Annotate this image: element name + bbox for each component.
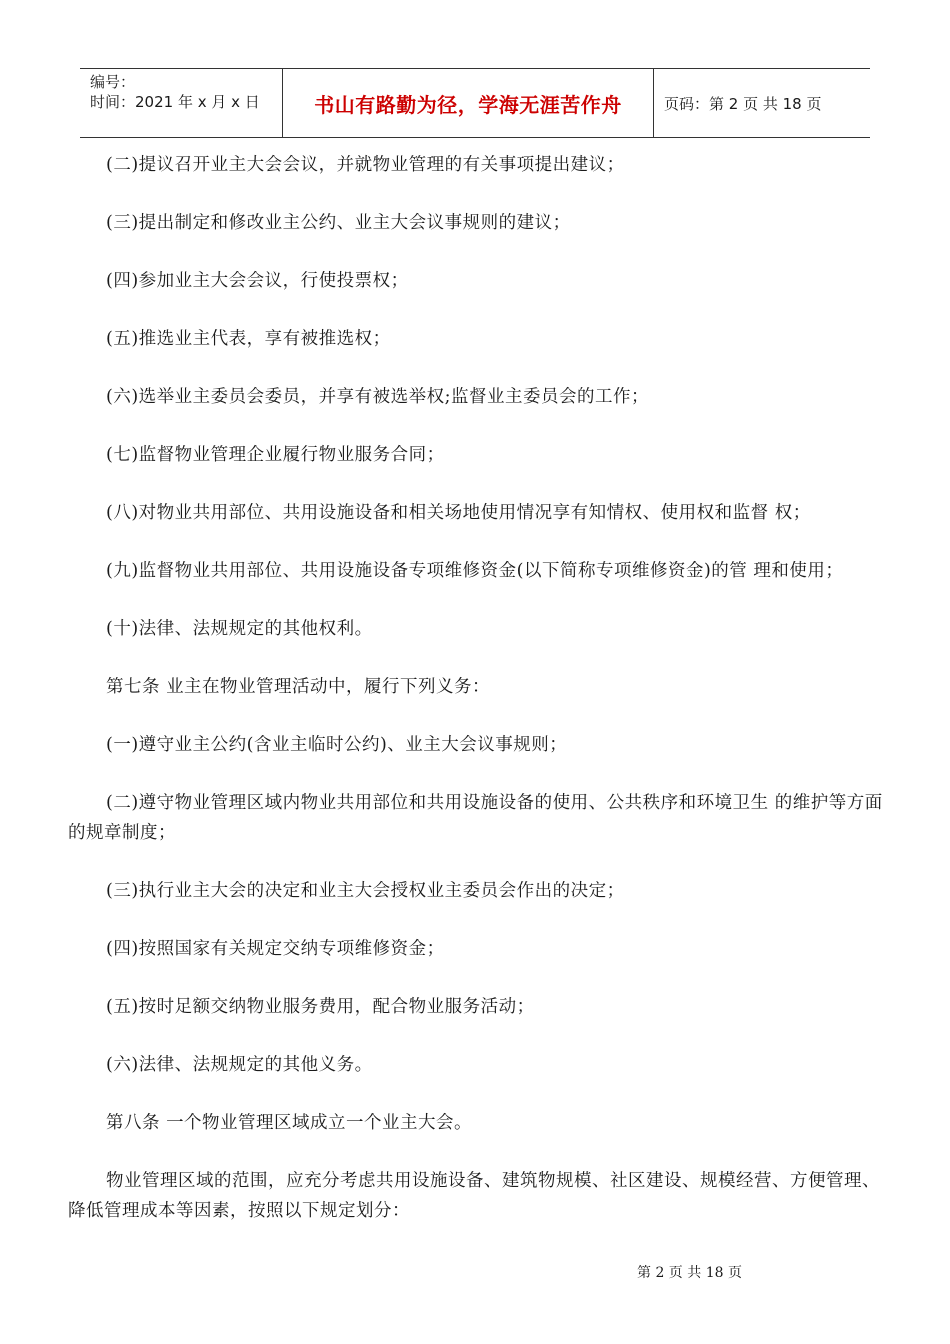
paragraph: (五)推选业主代表，享有被推选权； xyxy=(106,329,391,349)
document-body xyxy=(68,150,890,1254)
header-page-info: 页码：第 2 页 共 18 页 xyxy=(664,94,822,113)
paragraph: (三)提出制定和修改业主公约、业主大会议事规则的建议； xyxy=(106,213,571,233)
paragraph: (七)监督物业管理企业履行物业服务合同； xyxy=(106,445,445,465)
paragraph: (四)参加业主大会会议，行使投票权； xyxy=(106,271,409,291)
paragraph: (三)执行业主大会的决定和业主大会授权业主委员会作出的决定； xyxy=(106,881,625,901)
document-date: 时间：2021 年 x 月 x 日 xyxy=(90,93,260,111)
document-number: 编号： xyxy=(90,73,136,91)
header-meta xyxy=(80,69,283,137)
paragraph: (九)监督物业共用部位、共用设施设备专项维修资金(以下简称专项维修资金)的管 理和使用； xyxy=(106,561,844,581)
paragraph: 物业管理区域的范围，应充分考虑共用设施设备、建筑物规模、社区建设、规模经营、方便管理、降低管理成本等因素，按照以下规定划分： xyxy=(68,1171,880,1221)
paragraph: (五)按时足额交纳物业服务费用，配合物业服务活动； xyxy=(106,997,535,1017)
paragraph: (十)法律、法规规定的其他权利。 xyxy=(106,619,373,639)
paragraph: (六)法律、法规规定的其他义务。 xyxy=(106,1055,373,1075)
header-motto: 书山有路勤为径，学海无涯苦作舟 xyxy=(283,69,654,137)
paragraph: (二)提议召开业主大会会议，并就物业管理的有关事项提出建议； xyxy=(106,155,625,175)
document-header xyxy=(80,68,870,138)
article-heading: 第七条 业主在物业管理活动中，履行下列义务： xyxy=(106,677,491,697)
paragraph: (六)选举业主委员会委员，并享有被选举权;监督业主委员会的工作； xyxy=(106,387,650,407)
paragraph: (二)遵守物业管理区域内物业共用部位和共用设施设备的使用、公共秩序和环境卫生 的维护等方面的规章制度； xyxy=(68,793,883,843)
page-footer: 第 2 页 共 18 页 xyxy=(637,1265,742,1281)
paragraph: (一)遵守业主公约(含业主临时公约)、业主大会议事规则； xyxy=(106,735,568,755)
paragraph: (八)对物业共用部位、共用设施设备和相关场地使用情况享有知情权、使用权和监督 权； xyxy=(106,503,811,523)
article-heading: 第八条 一个物业管理区域成立一个业主大会。 xyxy=(106,1113,473,1133)
paragraph: (四)按照国家有关规定交纳专项维修资金； xyxy=(106,939,445,959)
